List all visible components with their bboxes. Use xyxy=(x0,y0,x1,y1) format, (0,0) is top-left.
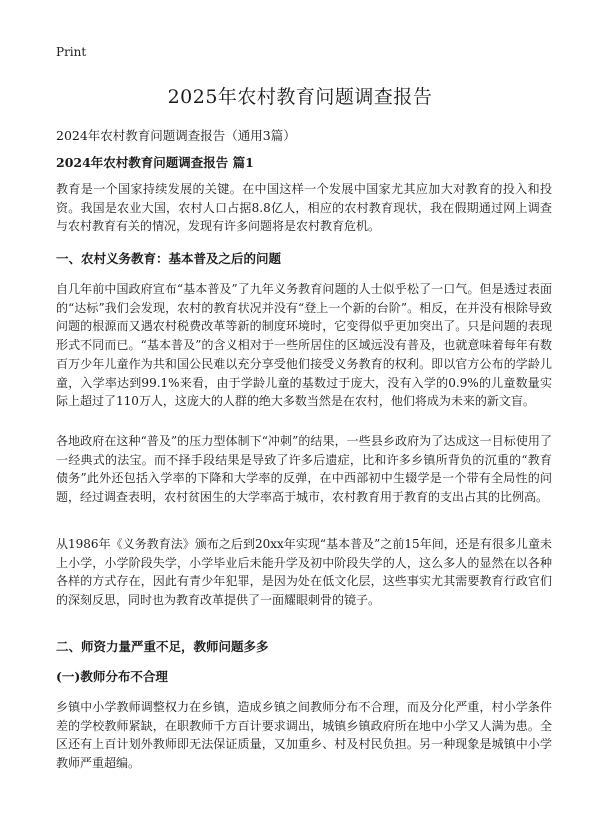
heading-compulsory-education: 一、农村义务教育：基本普及之后的问题 xyxy=(56,251,282,266)
paragraph-4: 乡镇中小学教师调整权力在乡镇，造成乡镇之间教师分布不合理，而及分化严重，村小学条件差的学校教师紧缺，在职教师千方百计要求调出，城镇乡镇政府所在地中小学又人满为患。全区还有上百计划外教师即无法保证质量，又加重乡、村及村民负担。另一种现象是城镇中小学教师严重超编。 xyxy=(56,700,552,771)
print-link[interactable]: Print xyxy=(56,45,87,59)
document-title: 2025年农村教育问题调查报告 xyxy=(167,86,433,108)
paragraph-3: 从1986年《义务教育法》颁布之后到20xx年实现“基本普及”之前15年间，还是有很多儿童未上小学，小学阶段失学，小学毕业后未能升学及初中阶段失学的人，这么多人的显然在以各种各样的方式存在，因此有青少年犯罪，是因为处在低文化层，这些事实尤其需要教育行政官们的深刻反思，同时也为教育改革提供了一面耀眼刺骨的镜子。 xyxy=(56,537,552,608)
intro-paragraph: 教育是一个国家持续发展的关键。在中国这样一个发展中国家尤其应加大对教育的投入和投资。我国是农业大国，农村人口占据8.8亿人，相应的农村教育现状，我在假期通过网上调查与农村教育有关的情况，发现有许多问题将是农村教育危机。 xyxy=(56,182,552,234)
document-subtitle: 2024年农村教育问题调查报告（通用3篇） xyxy=(56,128,296,143)
paragraph-2: 各地政府在这种“普及”的压力型体制下“冲刺”的结果，一些县乡政府为了达成这一目标使用了一经典式的法宝。而不择手段结果是导致了许多后遗症，比和许多乡镇所背负的沉重的“教育债务”此外还包括入学率的下降和大学率的反弹，在中西部初中生辍学是一个带有全局性的问题，经过调查表明，农村贫困生的大学率高于城市，农村教育用于教育的支出占其的比例高。 xyxy=(56,434,552,505)
section-heading: 2024年农村教育问题调查报告 篇1 xyxy=(56,155,254,170)
subheading-teacher-distribution: (一)教师分布不合理 xyxy=(56,669,168,684)
paragraph-1: 自几年前中国政府宣布“基本普及”了九年义务教育问题的人士似乎松了一口气。但是透过表面的“达标”我们会发现，农村的教育状况并没有“登上一个新的台阶”。相反，在并没有根除导致问题的根源而又遇农村税费改革等新的制度环境时，它变得似乎更加突出了。只是问题的表现形式不同而已。“基本普及”的含义相对于一些所居住的区域远没有普及，也就意味着每年有数百万少年儿童作为共和国公民难以充分享受他们接受义务教育的权利。即以官方公布的学龄儿童，入学率达到99.1%来看，由于学龄儿童的基数过于庞大，没有入学的0.9%的儿童数量实际上超过了110万人，这庞大的人群的绝大多数当然是在农村，他们将成为未来的新文盲。 xyxy=(56,282,552,409)
heading-teacher-shortage: 二、师资力量严重不足，教师问题多多 xyxy=(56,639,269,654)
